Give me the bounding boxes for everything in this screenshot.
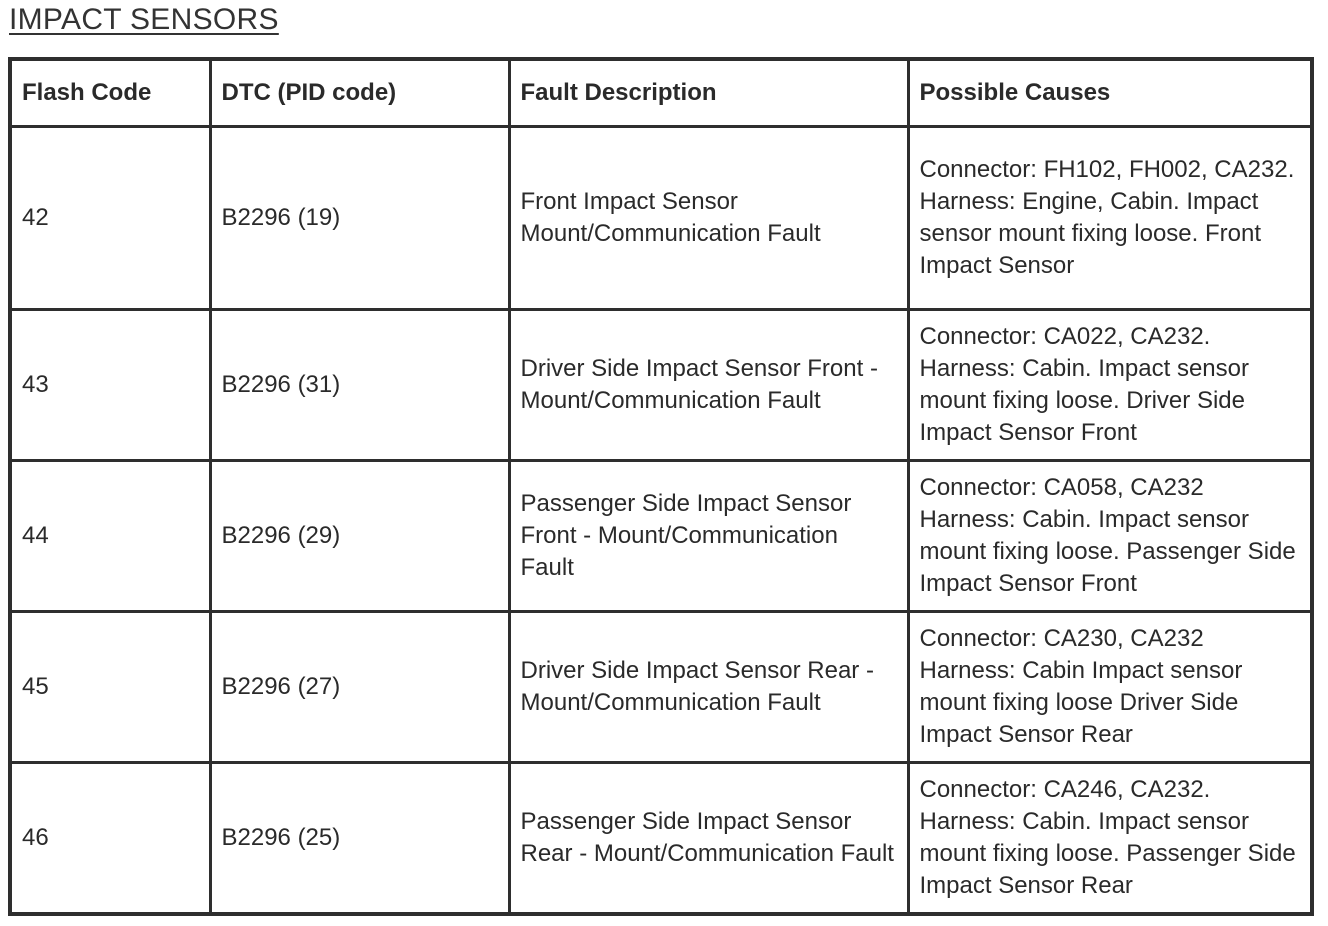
cell-flash-code: 46 (10, 763, 210, 915)
cell-fault-description: Front Impact Sensor Mount/Communication Fault (509, 127, 908, 310)
table-row (10, 763, 1312, 915)
header-dtc: DTC (PID code) (210, 59, 509, 127)
cell-fault-description: Passenger Side Impact Sensor Rear - Mount/Communication Fault (509, 763, 908, 915)
table-row (10, 310, 1312, 461)
cell-dtc: B2296 (29) (210, 461, 509, 612)
table-row (10, 127, 1312, 310)
cell-flash-code: 43 (10, 310, 210, 461)
cell-fault-description: Passenger Side Impact Sensor Front - Mount/Communication Fault (509, 461, 908, 612)
cell-dtc: B2296 (25) (210, 763, 509, 915)
table-header-row (10, 59, 1312, 127)
cell-possible-causes: Connector: CA230, CA232 Harness: Cabin Impact sensor mount fixing loose Driver Side Impact Sensor Rear (908, 612, 1312, 763)
cell-fault-description: Driver Side Impact Sensor Front - Mount/Communication Fault (509, 310, 908, 461)
impact-sensors-table (8, 57, 1314, 916)
cell-dtc: B2296 (19) (210, 127, 509, 310)
cell-possible-causes: Connector: CA058, CA232 Harness: Cabin. Impact sensor mount fixing loose. Passenger Side Impact Sensor Front (908, 461, 1312, 612)
header-fault-description: Fault Description (509, 59, 908, 127)
cell-dtc: B2296 (27) (210, 612, 509, 763)
table-row (10, 612, 1312, 763)
cell-possible-causes: Connector: CA246, CA232. Harness: Cabin. Impact sensor mount fixing loose. Passenger Side Impact Sensor Rear (908, 763, 1312, 915)
cell-flash-code: 42 (10, 127, 210, 310)
cell-possible-causes: Connector: FH102, FH002, CA232. Harness: Engine, Cabin. Impact sensor mount fixing loose. Front Impact Sensor (908, 127, 1312, 310)
cell-flash-code: 44 (10, 461, 210, 612)
cell-fault-description: Driver Side Impact Sensor Rear - Mount/Communication Fault (509, 612, 908, 763)
header-possible-causes: Possible Causes (908, 59, 1312, 127)
cell-dtc: B2296 (31) (210, 310, 509, 461)
table-row (10, 461, 1312, 612)
cell-flash-code: 45 (10, 612, 210, 763)
page-title: IMPACT SENSORS (9, 3, 279, 36)
header-flash-code: Flash Code (10, 59, 210, 127)
cell-possible-causes: Connector: CA022, CA232. Harness: Cabin. Impact sensor mount fixing loose. Driver Side Impact Sensor Front (908, 310, 1312, 461)
